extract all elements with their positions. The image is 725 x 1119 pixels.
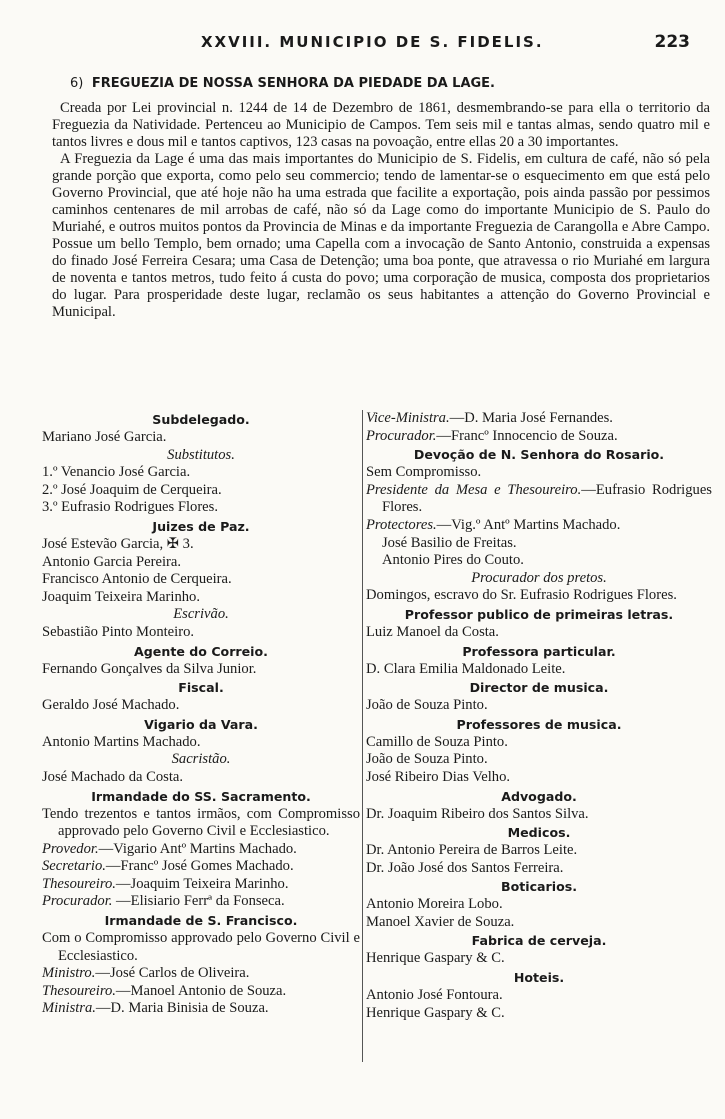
entry: Domingos, escravo do Sr. Eufrasio Rodrigues Flores. — [366, 587, 677, 604]
entry: Antonio José Fontoura. — [366, 987, 503, 1004]
running-title: XXVIII. MUNICIPIO DE S. FIDELIS. — [200, 33, 544, 51]
role-label: Ministra. — [42, 1000, 96, 1017]
section-title — [70, 76, 670, 91]
heading-boticarios: Boticarios. — [500, 879, 577, 895]
left-column — [42, 410, 360, 1018]
entry: Luiz Manoel da Costa. — [366, 623, 499, 640]
entry: João de Souza Pinto. — [366, 697, 488, 714]
heading-procurador-pretos: Procurador dos pretos. — [471, 569, 607, 586]
entry: Dr. João José dos Santos Ferreira. — [366, 859, 564, 876]
role-name: —José Carlos de Oliveira. — [95, 965, 250, 982]
role-label: Presidente da Mesa e Thesoureiro. — [366, 481, 582, 498]
role-name: —Vigario Antº Martins Machado. — [98, 840, 297, 857]
heading-director-musica: Director de musica. — [469, 680, 609, 696]
entry — [42, 983, 360, 1001]
role-label: Protectores. — [366, 516, 437, 533]
entry: João de Souza Pinto. — [366, 751, 488, 768]
entry: Henrique Gaspary & C. — [366, 950, 505, 967]
role-label: Thesoureiro. — [42, 982, 116, 999]
role-name: —Francº José Gomes Machado. — [105, 858, 294, 875]
entry: Mariano José Garcia. — [42, 429, 167, 445]
entry — [366, 410, 712, 428]
entry: Joaquim Teixeira Marinho. — [42, 588, 200, 605]
role-label: Secretario. — [42, 858, 106, 875]
entry — [42, 965, 360, 983]
role-name: —Francº Innocencio de Souza. — [436, 427, 618, 444]
entry: Camillo de Souza Pinto. — [366, 733, 508, 750]
entry — [42, 893, 360, 911]
heading-irmandade-francisco: Irmandade de S. Francisco. — [104, 913, 298, 929]
role-name: —Vig.º Antº Martins Machado. — [436, 516, 621, 533]
heading-juizes: Juizes de Paz. — [152, 518, 250, 534]
entry: 3.º Eufrasio Rodrigues Flores. — [42, 499, 218, 516]
role-name: —Manoel Antonio de Souza. — [115, 982, 287, 999]
heading-sacristao: Sacristão. — [171, 751, 231, 768]
entry — [42, 858, 360, 876]
heading-professora-particular: Professora particular. — [462, 643, 616, 659]
entry: Henrique Gaspary & C. — [366, 1004, 505, 1021]
entry: Tendo trezentos e tantos irmãos, com Compromisso approvado pelo Governo Civil e Ecclesiastico. — [42, 805, 360, 840]
heading-devocao: Devoção de N. Senhora do Rosario. — [413, 447, 665, 463]
heading-fiscal: Fiscal. — [178, 680, 224, 696]
entry: Manoel Xavier de Souza. — [366, 913, 515, 930]
section-number: 6) — [70, 76, 84, 91]
heading-agente: Agente do Correio. — [134, 643, 268, 659]
role-name: —Eufrasio Rodrigues Flores. — [382, 481, 712, 516]
entry: D. Clara Emilia Maldonado Leite. — [366, 660, 566, 677]
intro-paragraph: A Freguezia da Lage é uma das mais importantes do Municipio de S. Fidelis, em cultura de café, não só pela grande porção que exporta, como pelo seu commercio; tendo de lamentar-se o esquecimento em que está pelo Governo Provincial, que até hoje não ha uma estrada que facilite a exportação, pois ainda passão por pessimos caminhos centenares de mil arrobas de café, não só da Lage como do importante Municipio de S. Paulo do Muriahé, e outros muitos pontos da Provincia de Minas e da importante Freguezia de Carangolla e Abre Campo. Possue um bello Templo, bem ornado; uma Capella com a invocação de Santo Antonio, construida a expensas do finado José Ferreira Cesara; uma Casa de Detenção; uma boa ponte, que atravessa o rio Muriahé em largura de noventa e tantos metros, tudo feito á custa do povo; uma corporação de musica, composta dos proprietarios do lugar. Para prosperidade deste lugar, reclamão os seus habitantes a attenção do Governo Provincial e Municipal. — [52, 151, 710, 320]
heading-subdelegado: Subdelegado. — [152, 412, 250, 427]
entry: José Machado da Costa. — [42, 768, 184, 785]
role-label: Vice-Ministra. — [366, 410, 450, 426]
entry: Dr. Joaquim Ribeiro dos Santos Silva. — [366, 805, 589, 822]
heading-fabrica-cerveja: Fabrica de cerveja. — [471, 933, 607, 949]
role-label: Provedor. — [42, 840, 99, 857]
entry: 1.º Venancio José Garcia. — [42, 464, 191, 481]
entry — [42, 841, 360, 859]
entry: Fernando Gonçalves da Silva Junior. — [42, 660, 257, 677]
right-column — [366, 410, 712, 1022]
entry: Sebastião Pinto Monteiro. — [42, 623, 195, 640]
role-name: —Elisiario Ferrª da Fonseca. — [112, 893, 285, 910]
role-label: Procurador. — [42, 893, 113, 910]
role-name: —D. Maria José Fernandes. — [449, 410, 613, 426]
entry: Antonio Garcia Pereira. — [42, 553, 181, 570]
entry: Geraldo José Machado. — [42, 697, 180, 714]
heading-escrivao: Escrivão. — [173, 606, 229, 623]
role-label: Thesoureiro. — [42, 875, 116, 892]
entry — [366, 428, 712, 446]
entry — [42, 1000, 360, 1018]
column-divider — [362, 410, 363, 1062]
entry: Com o Compromisso approvado pelo Governo Civil e Ecclesiastico. — [42, 930, 360, 964]
heading-advogado: Advogado. — [501, 788, 577, 804]
heading-hoteis: Hoteis. — [513, 970, 565, 986]
entry: 2.º José Joaquim de Cerqueira. — [42, 481, 222, 498]
entry: Antonio Pires do Couto. — [382, 552, 524, 569]
heading-professores-musica: Professores de musica. — [456, 716, 622, 732]
entry — [42, 876, 360, 894]
role-label: Procurador. — [366, 427, 437, 444]
entry: José Basilio de Freitas. — [382, 534, 517, 551]
heading-vigario: Vigario da Vara. — [144, 716, 258, 732]
entry: Dr. Antonio Pereira de Barros Leite. — [366, 842, 578, 859]
entry: José Ribeiro Dias Velho. — [366, 768, 511, 785]
entry: José Estevão Garcia, ✠ 3. — [42, 535, 194, 552]
page-header — [90, 32, 690, 52]
heading-substitutos: Substitutos. — [167, 446, 235, 463]
entry: Antonio Martins Machado. — [42, 733, 201, 750]
entry — [366, 482, 712, 517]
intro-paragraph: Creada por Lei provincial n. 1244 de 14 de Dezembro de 1861, desmembrando-se para ella o territorio da Freguezia da Natividade. Pertenceu ao Municipio de Campos. Tem seis mil e tantas almas, sendo quatro mil e tantos livres e dous mil e tantos captivos, 123 casas na povoação, entre ellas 20 a 30 importantes. — [52, 100, 710, 150]
section-title-text: FREGUEZIA DE NOSSA SENHORA DA PIEDADE DA LAGE. — [91, 76, 495, 91]
entry — [366, 517, 712, 535]
heading-medicos: Medicos. — [507, 825, 571, 841]
role-label: Ministro. — [42, 965, 96, 982]
page-number: 223 — [654, 32, 690, 52]
role-name: —Joaquim Teixeira Marinho. — [115, 875, 289, 892]
role-name: —D. Maria Binisia de Souza. — [95, 1000, 269, 1017]
entry: Francisco Antonio de Cerqueira. — [42, 571, 232, 588]
heading-irmandade-sacramento: Irmandade do SS. Sacramento. — [91, 788, 311, 804]
heading-professor-publico: Professor publico de primeiras letras. — [404, 606, 674, 622]
entry: Antonio Moreira Lobo. — [366, 896, 503, 913]
entry: Sem Compromisso. — [366, 464, 482, 481]
intro-text — [52, 100, 710, 321]
